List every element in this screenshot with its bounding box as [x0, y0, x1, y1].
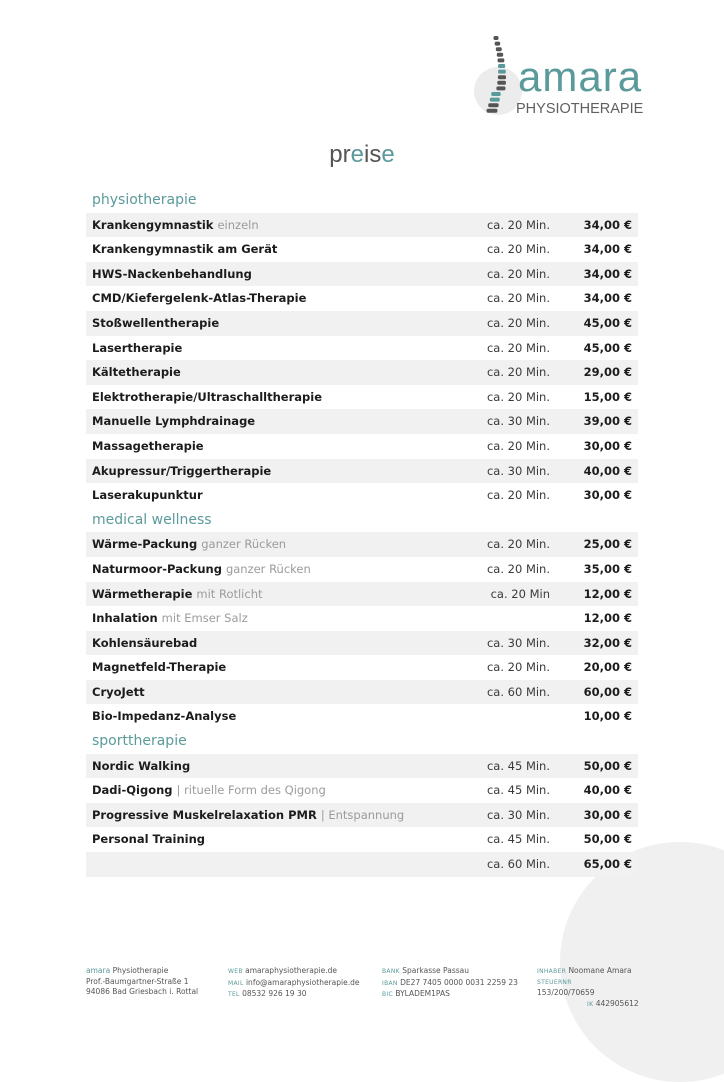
footer-iban: DE27 7405 0000 0031 2259 23 [397, 977, 518, 987]
treatment-name [92, 409, 255, 434]
duration: ca. 20 Min. [486, 660, 550, 675]
treatment-label: Wärmetherapie [92, 586, 193, 601]
treatment-name [92, 434, 204, 459]
price: 32,00 € [583, 635, 632, 650]
footer-brand: amara [86, 966, 111, 975]
price: 10,00 € [583, 709, 632, 724]
price-row [86, 557, 638, 582]
treatment-name [92, 803, 404, 828]
footer-owner [537, 966, 639, 1010]
treatment-label: Bio-Impedanz-Analyse [92, 709, 237, 724]
duration: ca. 20 Min [490, 586, 550, 601]
treatment-name [92, 704, 236, 729]
section-heading: medical wellness [92, 511, 212, 528]
vertebra [498, 58, 505, 62]
logo-wordmark: amara [518, 53, 643, 100]
treatment-name [92, 213, 259, 238]
treatment-label: Nordic Walking [92, 758, 191, 773]
price-row [86, 385, 638, 410]
vertebra [497, 53, 503, 57]
treatment-label: Progressive Muskelrelaxation PMR [92, 807, 317, 822]
price-row [86, 237, 638, 262]
section-heading: sporttherapie [92, 733, 187, 750]
vertebra [487, 109, 498, 113]
treatment-label: Kohlensäurebad [92, 635, 198, 650]
treatment-name [92, 311, 219, 336]
price-row [86, 680, 638, 705]
iban-label: IBAN [382, 979, 398, 987]
treatment-name [92, 336, 182, 361]
vertebra [490, 98, 500, 102]
treatment-label: Wärme-Packung [92, 537, 198, 552]
treatment-label: CryoJett [92, 684, 145, 699]
price: 29,00 € [583, 365, 632, 380]
price: 30,00 € [583, 488, 632, 503]
duration: ca. 20 Min. [486, 389, 550, 404]
footer-mail-link[interactable]: info@amaraphysiotherapie.de [243, 977, 360, 987]
treatment-label: Magnetfeld-Therapie [92, 660, 227, 675]
tel-label: TEL [228, 991, 240, 999]
price-row [86, 262, 638, 287]
bank-label: BANK [382, 968, 400, 975]
footer-street: Prof.-Baumgartner-Straße 1 [86, 976, 189, 986]
duration: ca. 60 Min. [486, 857, 550, 872]
duration: ca. 20 Min. [486, 537, 550, 552]
price-row [86, 827, 638, 852]
price: 15,00 € [583, 389, 632, 404]
treatment-name [92, 827, 205, 852]
treatment-name [92, 459, 271, 484]
duration: ca. 45 Min. [486, 783, 550, 798]
price-table [86, 188, 638, 877]
price: 20,00 € [583, 660, 632, 675]
price-row [86, 655, 638, 680]
price-row [86, 606, 638, 631]
duration: ca. 20 Min. [486, 315, 550, 330]
vertebra [491, 92, 501, 96]
treatment-label: Massagetherapie [92, 438, 204, 453]
duration: ca. 30 Min. [486, 635, 550, 650]
vertebra [498, 70, 506, 74]
treatment-label: Lasertherapie [92, 340, 183, 355]
price-row [86, 852, 638, 877]
duration: ca. 20 Min. [486, 365, 550, 380]
owner-label: INHABER [537, 968, 567, 975]
treatment-name [92, 655, 226, 680]
price-row [86, 409, 638, 434]
price-row [86, 434, 638, 459]
tax-label: STEUERNR [537, 978, 572, 986]
treatment-note: ganzer Rücken [201, 537, 287, 552]
price: 45,00 € [583, 315, 632, 330]
page-title [0, 141, 724, 169]
duration: ca. 20 Min. [486, 266, 550, 281]
treatment-label: Krankengymnastik am Gerät [92, 242, 278, 257]
treatment-note: mit Rotlicht [196, 586, 263, 601]
treatment-label: Laserakupunktur [92, 488, 203, 503]
treatment-name [92, 631, 197, 656]
treatment-label: Dadi-Qigong [92, 783, 173, 798]
mail-label: MAIL [228, 979, 244, 987]
treatment-note: | Entspannung [320, 807, 405, 822]
price: 34,00 € [583, 242, 632, 257]
duration: ca. 30 Min. [486, 807, 550, 822]
treatment-note: mit Emser Salz [161, 611, 248, 626]
bic-label: BIC [382, 991, 393, 999]
price-row [86, 532, 638, 557]
title-part: is [364, 141, 382, 168]
treatment-label: Inhalation [92, 611, 158, 626]
vertebra [498, 75, 506, 79]
duration: ca. 20 Min. [486, 561, 550, 576]
footer-tax: 153/200/70659 [537, 988, 595, 998]
price: 12,00 € [583, 586, 632, 601]
vertebra [488, 103, 498, 107]
price: 50,00 € [583, 832, 632, 847]
price-row [86, 803, 638, 828]
price: 65,00 € [583, 857, 632, 872]
footer-web-link[interactable]: amaraphysiotherapie.de [242, 966, 338, 975]
vertebra [495, 42, 500, 46]
duration: ca. 20 Min. [486, 340, 550, 355]
treatment-name [92, 262, 252, 287]
treatment-label: Stoßwellentherapie [92, 315, 220, 330]
treatment-label: CMD/Kiefergelenk-Atlas-Therapie [92, 291, 307, 306]
price-row [86, 754, 638, 779]
treatment-name [92, 582, 263, 607]
footer-bank-name: Sparkasse Passau [399, 966, 469, 975]
duration: ca. 20 Min. [486, 488, 550, 503]
duration: ca. 20 Min. [486, 291, 550, 306]
footer-company: Physiotherapie [110, 966, 169, 975]
treatment-label: HWS-Nackenbehandlung [92, 266, 252, 281]
treatment-note: einzeln [217, 217, 259, 232]
price: 50,00 € [583, 758, 632, 773]
price-row [86, 483, 638, 508]
duration: ca. 20 Min. [486, 438, 550, 453]
treatment-note: | rituelle Form des Qigong [176, 783, 326, 798]
price: 34,00 € [583, 291, 632, 306]
treatment-name [92, 237, 277, 262]
price-row [86, 336, 638, 361]
footer-tel: 08532 926 19 30 [239, 989, 307, 999]
price-row [86, 778, 638, 803]
logo [470, 32, 644, 122]
vertebra [494, 36, 499, 40]
duration: ca. 45 Min. [486, 832, 550, 847]
price: 34,00 € [583, 217, 632, 232]
treatment-name [92, 680, 145, 705]
treatment-label: Naturmoor-Packung [92, 561, 222, 576]
treatment-label: Personal Training [92, 832, 206, 847]
title-part: e [350, 141, 364, 168]
logo-subtitle: PHYSIOTHERAPIE [516, 101, 644, 117]
treatment-name [92, 778, 326, 803]
vertebra [497, 81, 506, 85]
vertebra [496, 47, 502, 51]
price-row [86, 704, 638, 729]
price: 45,00 € [583, 340, 632, 355]
price: 35,00 € [583, 561, 632, 576]
duration: ca. 20 Min. [486, 242, 550, 257]
title-part: pr [329, 141, 351, 168]
treatment-label: Kältetherapie [92, 365, 181, 380]
footer-contact [228, 966, 359, 1001]
footer-ik: 442905612 [593, 998, 639, 1008]
price: 60,00 € [583, 684, 632, 699]
title-part: e [381, 141, 395, 168]
price-row [86, 286, 638, 311]
ik-label: IK [587, 1000, 594, 1008]
duration: ca. 30 Min. [486, 414, 550, 429]
treatment-name [92, 483, 203, 508]
price: 30,00 € [583, 807, 632, 822]
web-label: WEB [228, 968, 243, 975]
section-heading: physiotherapie [92, 192, 197, 208]
treatment-label: Akupressur/Triggertherapie [92, 463, 272, 478]
price-row [86, 582, 638, 607]
price: 40,00 € [583, 463, 632, 478]
price-row [86, 311, 638, 336]
price: 34,00 € [583, 266, 632, 281]
treatment-name [92, 754, 190, 779]
footer-bank [382, 966, 518, 1001]
footer-owner-name: Noomane Amara [566, 966, 632, 975]
vertebra [498, 64, 505, 68]
price-row [86, 459, 638, 484]
decorative-circle [560, 842, 724, 1082]
price: 30,00 € [583, 438, 632, 453]
treatment-name [92, 286, 306, 311]
price-row [86, 213, 638, 238]
treatment-name [92, 606, 248, 631]
price: 39,00 € [583, 414, 632, 429]
duration: ca. 30 Min. [486, 463, 550, 478]
treatment-note: ganzer Rücken [225, 561, 311, 576]
price: 12,00 € [583, 611, 632, 626]
treatment-label: Krankengymnastik [92, 217, 214, 232]
treatment-name [92, 360, 181, 385]
duration: ca. 45 Min. [486, 758, 550, 773]
vertebra [496, 86, 505, 90]
treatment-name [92, 385, 322, 410]
footer-city: 94086 Bad Griesbach i. Rottal [86, 987, 199, 997]
treatment-name [92, 532, 286, 557]
treatment-name [92, 557, 311, 582]
price: 40,00 € [583, 783, 632, 798]
duration: ca. 20 Min. [486, 217, 550, 232]
price-row [86, 360, 638, 385]
treatment-label: Manuelle Lymphdrainage [92, 414, 256, 429]
price-row [86, 631, 638, 656]
footer-address [86, 966, 198, 998]
footer-bic: BYLADEM1PAS [392, 989, 450, 999]
price: 25,00 € [583, 537, 632, 552]
duration: ca. 60 Min. [486, 684, 550, 699]
treatment-label: Elektrotherapie/Ultraschalltherapie [92, 389, 322, 404]
